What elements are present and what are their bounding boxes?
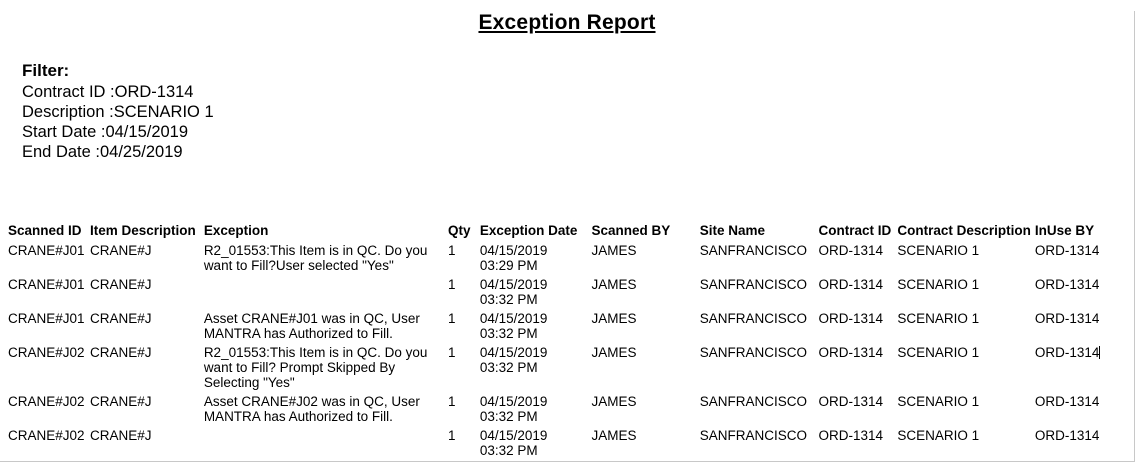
cell-contract-description: SCENARIO 1: [897, 428, 980, 443]
column-header-scanned-by: Scanned BY: [591, 223, 671, 238]
filter-contract-id: Contract ID :ORD-1314: [22, 83, 194, 101]
cell-exception-date: [480, 426, 592, 460]
cell-contract-id: ORD-1314: [818, 311, 883, 326]
cell-scanned-id: CRANE#J02: [8, 428, 85, 443]
cell-contract-id: ORD-1314: [818, 243, 883, 258]
exception-date-date: 04/15/2019: [479, 311, 548, 326]
exception-date-time: 03:32 PM: [479, 292, 538, 307]
cell-item-description: CRANE#J: [89, 394, 152, 409]
cell-scanned-by: JAMES: [591, 311, 637, 326]
page-title: Exception Report: [478, 11, 656, 34]
exception-date-date: 04/15/2019: [479, 394, 548, 409]
cell-contract-description: SCENARIO 1: [897, 277, 980, 292]
cell-scanned-by: JAMES: [591, 428, 637, 443]
inuse-by-value: ORD-1314: [1034, 345, 1100, 360]
cell-scanned-id: CRANE#J01: [8, 277, 85, 292]
report-page: [0, 11, 1135, 462]
cell-site-name: SANFRANCISCO: [699, 345, 807, 360]
cell-item-description: CRANE#J: [89, 277, 152, 292]
cell-item-description: CRANE#J: [89, 311, 152, 326]
table-header-row: [8, 223, 1128, 241]
cell-scanned-id: CRANE#J02: [8, 345, 85, 360]
cell-scanned-id: CRANE#J01: [8, 243, 85, 258]
cell-qty: 1: [448, 243, 456, 258]
filter-end-date: End Date :04/25/2019: [22, 143, 183, 161]
filter-section: [22, 61, 1134, 162]
cell-site-name: SANFRANCISCO: [699, 277, 807, 292]
filter-start-date: Start Date :04/15/2019: [22, 123, 189, 141]
exception-table: [8, 223, 1128, 460]
cell-site-name: SANFRANCISCO: [699, 311, 807, 326]
cell-scanned-by: JAMES: [591, 345, 637, 360]
cell-contract-id: ORD-1314: [818, 345, 883, 360]
column-header-inuse-by: InUse BY: [1034, 223, 1095, 238]
cell-qty: 1: [448, 394, 456, 409]
cell-scanned-id: CRANE#J01: [8, 311, 85, 326]
cell-exception: R2_01553:This Item is in QC. Do you want to Fill? Prompt Skipped By Selecting "Yes": [203, 345, 428, 390]
cell-item-description: CRANE#J: [89, 428, 152, 443]
exception-date-date: 04/15/2019: [479, 277, 548, 292]
cell-exception-date: [480, 275, 592, 309]
cell-exception-date: [480, 241, 592, 275]
cell-exception: R2_01553:This Item is in QC. Do you want to Fill?User selected "Yes": [203, 243, 428, 273]
table-row: [8, 426, 1128, 460]
table-row: [8, 275, 1128, 309]
cell-exception: Asset CRANE#J02 was in QC, User MANTRA has Authorized to Fill.: [203, 394, 420, 424]
exception-date-time: 03:32 PM: [479, 360, 538, 375]
cell-exception-date: [480, 309, 592, 343]
column-header-item-description: Item Description: [89, 223, 196, 238]
exception-date-time: 03:32 PM: [479, 443, 538, 458]
exception-date-date: 04/15/2019: [479, 243, 548, 258]
cell-inuse-by: ORD-1314: [1034, 394, 1100, 409]
cell-qty: 1: [448, 277, 456, 292]
cell-item-description: CRANE#J: [89, 345, 152, 360]
cell-exception-date: [480, 343, 592, 392]
cell-contract-description: SCENARIO 1: [897, 394, 980, 409]
cell-inuse-by: ORD-1314: [1034, 277, 1100, 292]
column-header-exception-date: Exception Date: [479, 223, 578, 238]
cell-contract-description: SCENARIO 1: [897, 345, 980, 360]
table-row: [8, 343, 1128, 392]
cell-inuse-by: ORD-1314: [1034, 311, 1100, 326]
cell-exception: [204, 426, 448, 460]
cell-inuse-by: [1035, 343, 1128, 392]
table-row: [8, 241, 1128, 275]
exception-date-time: 03:29 PM: [479, 258, 538, 273]
cell-item-description: CRANE#J: [89, 243, 152, 258]
cell-qty: 1: [448, 428, 456, 443]
table-row: [8, 392, 1128, 426]
filter-description: Description :SCENARIO 1: [22, 103, 214, 121]
cell-site-name: SANFRANCISCO: [699, 394, 807, 409]
column-header-contract-description: Contract Description: [897, 223, 1031, 238]
cell-scanned-by: JAMES: [591, 243, 637, 258]
cell-scanned-by: JAMES: [591, 394, 637, 409]
column-header-exception: Exception: [203, 223, 269, 238]
column-header-qty: Qty: [448, 223, 471, 238]
cell-inuse-by: ORD-1314: [1034, 243, 1100, 258]
cell-contract-id: ORD-1314: [818, 277, 883, 292]
exception-date-time: 03:32 PM: [479, 409, 538, 424]
table-row: [8, 309, 1128, 343]
cell-scanned-by: JAMES: [591, 277, 637, 292]
cell-exception: [204, 275, 448, 309]
cell-site-name: SANFRANCISCO: [699, 243, 807, 258]
cell-inuse-by: ORD-1314: [1034, 428, 1100, 443]
cell-scanned-id: CRANE#J02: [8, 394, 85, 409]
cell-qty: 1: [448, 345, 456, 360]
cell-exception-date: [480, 392, 592, 426]
cell-exception: Asset CRANE#J01 was in QC, User MANTRA has Authorized to Fill.: [203, 311, 420, 341]
column-header-site-name: Site Name: [699, 223, 765, 238]
exception-date-date: 04/15/2019: [479, 428, 548, 443]
column-header-contract-id: Contract ID: [818, 223, 892, 238]
column-header-scanned-id: Scanned ID: [8, 223, 82, 238]
cell-contract-id: ORD-1314: [818, 394, 883, 409]
filter-heading: Filter:: [22, 61, 70, 80]
exception-date-time: 03:32 PM: [479, 326, 538, 341]
cell-contract-description: SCENARIO 1: [897, 243, 980, 258]
cell-contract-id: ORD-1314: [818, 428, 883, 443]
cell-site-name: SANFRANCISCO: [699, 428, 807, 443]
exception-date-date: 04/15/2019: [479, 345, 548, 360]
cell-contract-description: SCENARIO 1: [897, 311, 980, 326]
cell-qty: 1: [448, 311, 456, 326]
text-cursor: [1099, 346, 1100, 359]
